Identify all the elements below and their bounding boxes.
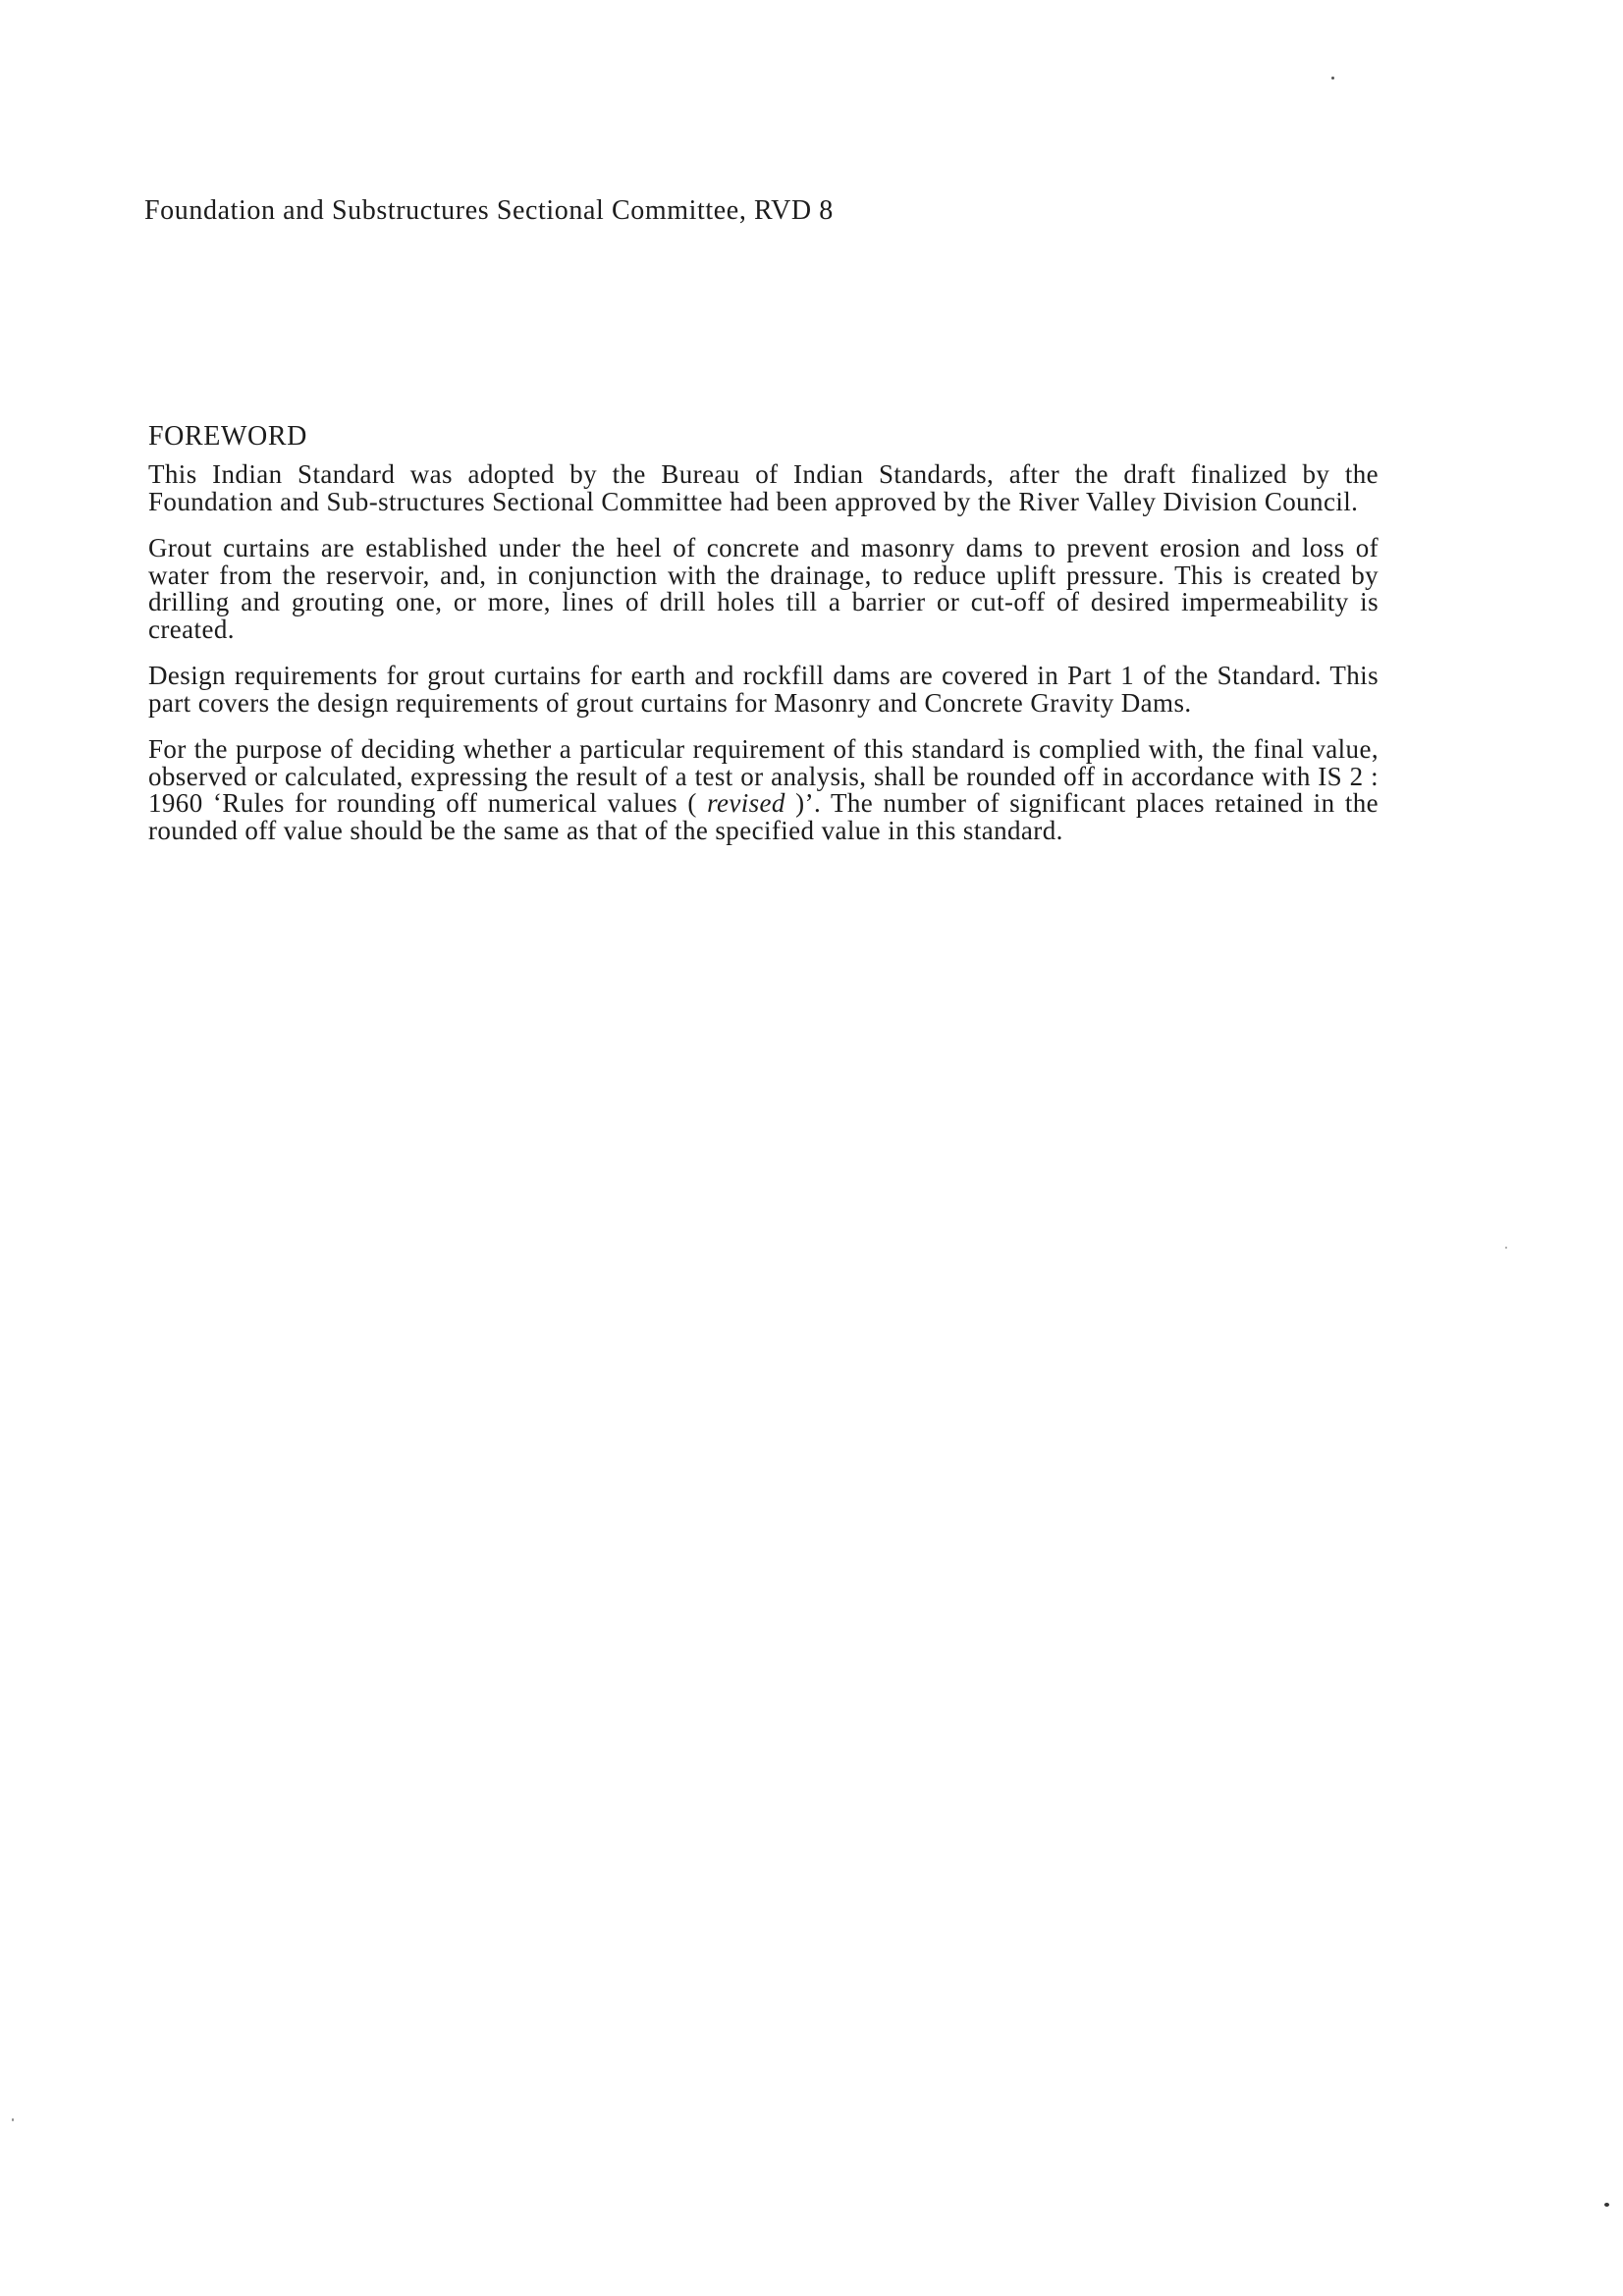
scan-speck [12, 2118, 14, 2121]
foreword-heading: FOREWORD [148, 421, 307, 452]
paragraph-4-text-start: For the purpose of deciding whether a particular requirement of this standard is complied with, the final value, observed or calculated, expressing the result of a test or analysis, shall be rounded off in accordance with IS 2 : 1960 ‘Rules for rounding off numerical values ( [148, 734, 1379, 818]
foreword-paragraph-3: Design requirements for grout curtains for earth and rockfill dams are covered in Part 1 of the Standard. This part covers the design requirements of grout curtains for Masonry and Concrete Gravity Dams. [148, 661, 1379, 718]
foreword-body [148, 461, 1379, 864]
scan-speck [1505, 1247, 1507, 1249]
paragraph-4-text-end: )’. The number of significant places retained in the rounded off value should be the same as that of the specified value in this standard. [148, 788, 1380, 845]
committee-name: Foundation and Substructures Sectional Committee, RVD 8 [144, 195, 834, 226]
scan-speck [1604, 2203, 1609, 2207]
scan-speck [1331, 77, 1334, 80]
foreword-paragraph-2: Grout curtains are established under the heel of concrete and masonry dams to prevent erosion and loss of water from the reservoir, and, in conjunction with the drainage, to reduce uplift pressure. This is created by drilling and grouting one, or more, lines of drill holes till a barrier or cut-off of desired impermeability is created. [148, 533, 1379, 644]
foreword-paragraph-1: This Indian Standard was adopted by the Bureau of Indian Standards, after the draft finalized by the Foundation and Sub-structures Sectional Committee had been approved by the River Valley Division Council. [148, 459, 1379, 516]
revised-italic-text: revised [707, 788, 785, 818]
foreword-paragraph-4 [148, 736, 1379, 844]
